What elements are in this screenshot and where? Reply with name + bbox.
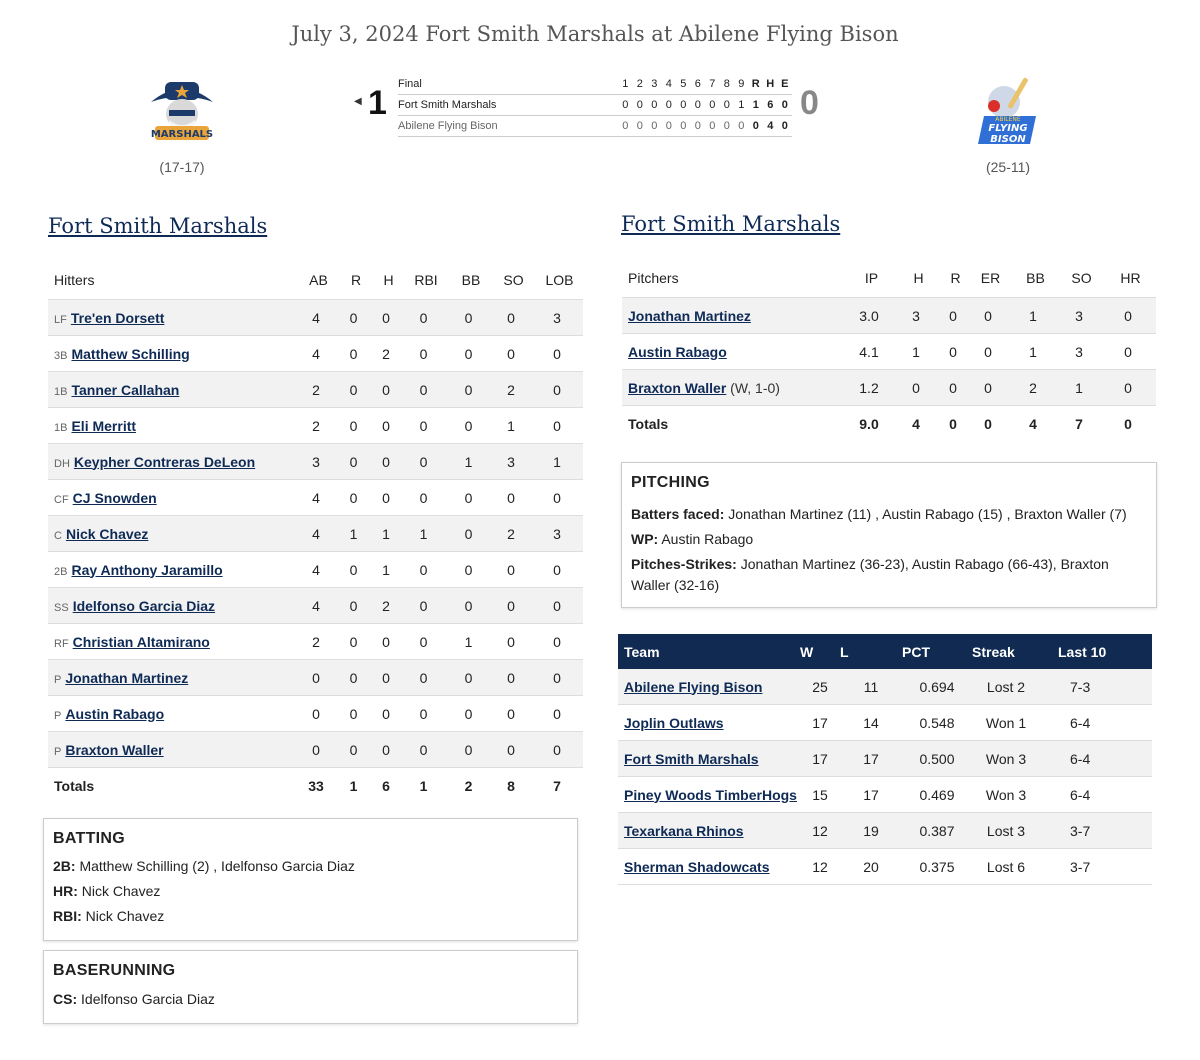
batting-notes-box <box>43 818 578 941</box>
stat-cell: 2 <box>296 372 336 408</box>
player-link[interactable]: Christian Altamirano <box>72 633 210 650</box>
total-cell: 4 <box>1008 406 1058 442</box>
stat-cell: 1 <box>371 552 401 588</box>
standings-table <box>618 634 1152 885</box>
team-cell <box>618 813 800 849</box>
position-label: 3B <box>54 349 68 362</box>
stat-cell: 0 <box>446 372 491 408</box>
hitter-cell <box>48 408 296 444</box>
team-cell <box>618 777 800 813</box>
home-team-logo-block <box>958 72 1058 175</box>
stat-cell: 1 <box>1058 370 1100 406</box>
stat-cell: 0 <box>336 696 371 732</box>
stat-cell: 3 <box>894 298 938 334</box>
pitcher-cell <box>622 298 844 334</box>
standings-cell: 20 <box>840 849 902 885</box>
flying-bison-logo <box>968 72 1048 150</box>
stat-cell: 0 <box>968 334 1008 370</box>
standings-cell: 6-4 <box>1040 777 1152 813</box>
stat-cell: 1.2 <box>844 370 894 406</box>
standings-cell: 6-4 <box>1040 705 1152 741</box>
winner-arrow-icon: ◀ <box>354 96 362 107</box>
total-cell: 2 <box>446 768 491 804</box>
team-cell <box>618 849 800 885</box>
decision-note: (W, 1-0) <box>730 379 780 396</box>
standings-row <box>618 777 1152 813</box>
standings-cell: 0.387 <box>902 813 972 849</box>
stat-cell: 0 <box>401 444 446 480</box>
stat-cell: 0 <box>336 660 371 696</box>
totals-label: Totals <box>622 406 844 442</box>
hitter-row <box>48 372 583 408</box>
stat-cell: 0 <box>531 336 583 372</box>
stat-cell: 0 <box>336 300 371 336</box>
marshals-logo-text: MARSHALS <box>150 129 214 140</box>
svg-text:BISON: BISON <box>990 134 1026 145</box>
stat-cell: 0 <box>401 732 446 768</box>
stat-cell: 0 <box>371 300 401 336</box>
pitcher-row <box>622 298 1156 334</box>
stat-cell: 0 <box>296 732 336 768</box>
hitters-header: Hitters AB R H RBI BB SO LOB <box>54 272 574 288</box>
total-cell: 0 <box>1100 406 1156 442</box>
total-cell: 7 <box>531 768 583 804</box>
stat-cell: 0 <box>491 660 531 696</box>
standings-cell: 17 <box>800 705 840 741</box>
player-link[interactable]: Eli Merritt <box>71 417 137 434</box>
stat-cell: 0 <box>531 408 583 444</box>
stat-cell: 0 <box>371 372 401 408</box>
position-label: SS <box>54 601 69 614</box>
stat-cell: 0 <box>938 370 968 406</box>
total-cell: 1 <box>401 768 446 804</box>
pitching-note-batters-faced: Batters faced: Jonathan Martinez (11) , Austin Rabago (15) , Braxton Waller (7) <box>631 506 1127 522</box>
standings-cell: 0.375 <box>902 849 972 885</box>
team-cell <box>618 705 800 741</box>
hitter-cell <box>48 732 296 768</box>
stat-cell: 0 <box>491 480 531 516</box>
standings-row <box>618 705 1152 741</box>
position-label: 1B <box>54 421 68 434</box>
stat-cell: 0 <box>371 696 401 732</box>
hitter-cell <box>48 624 296 660</box>
stat-cell: 0 <box>446 336 491 372</box>
stat-cell: 1 <box>1008 298 1058 334</box>
team-cell <box>618 741 800 777</box>
player-link[interactable]: Jonathan Martinez <box>65 669 189 686</box>
stat-cell: 0 <box>446 696 491 732</box>
stat-cell: 4 <box>296 552 336 588</box>
hitter-row <box>48 336 583 372</box>
standings-cell: 15 <box>800 777 840 813</box>
hitter-row <box>48 732 583 768</box>
standings-cell: 17 <box>800 741 840 777</box>
stat-cell: 0 <box>446 480 491 516</box>
svg-text:ABILENE: ABILENE <box>995 116 1021 123</box>
stat-cell: 0 <box>296 696 336 732</box>
standings-cell: 0.500 <box>902 741 972 777</box>
hitter-cell <box>48 444 296 480</box>
player-link[interactable]: Braxton Waller <box>628 379 727 396</box>
stat-cell: 2 <box>296 408 336 444</box>
stat-cell: 0 <box>491 588 531 624</box>
stat-cell: 0 <box>446 660 491 696</box>
stat-cell: 0 <box>401 660 446 696</box>
position-label: DH <box>54 457 70 470</box>
stat-cell: 0 <box>336 732 371 768</box>
stat-cell: 0 <box>336 588 371 624</box>
stat-cell: 4.1 <box>844 334 894 370</box>
standings-cell: Lost 3 <box>972 813 1040 849</box>
standings-row <box>618 849 1152 885</box>
total-cell: 0 <box>968 406 1008 442</box>
stat-cell: 3.0 <box>844 298 894 334</box>
stat-cell: 1 <box>1008 334 1058 370</box>
hitter-cell <box>48 516 296 552</box>
batting-notes-title: BATTING <box>53 830 126 847</box>
stat-cell: 0 <box>371 408 401 444</box>
standings-cell: 3-7 <box>1040 849 1152 885</box>
stat-cell: 0 <box>336 336 371 372</box>
player-link[interactable]: Austin Rabago <box>65 705 165 722</box>
position-label: C <box>54 529 62 542</box>
hitter-cell <box>48 588 296 624</box>
standings-cell: Won 3 <box>972 741 1040 777</box>
stat-cell: 0 <box>968 370 1008 406</box>
standings-cell: Lost 6 <box>972 849 1040 885</box>
hitter-row <box>48 696 583 732</box>
stat-cell: 0 <box>371 444 401 480</box>
away-record: (17-17) <box>159 159 205 175</box>
player-link[interactable]: Tanner Callahan <box>71 381 180 398</box>
hitter-cell <box>48 300 296 336</box>
hitters-totals-row <box>48 768 583 804</box>
standings-cell: 3-7 <box>1040 813 1152 849</box>
stat-cell: 0 <box>401 372 446 408</box>
player-link[interactable]: Matthew Schilling <box>71 345 190 362</box>
stat-cell: 4 <box>296 516 336 552</box>
stat-cell: 3 <box>1058 298 1100 334</box>
stat-cell: 0 <box>401 300 446 336</box>
standings-header: Team W L PCT Streak Last 10 <box>618 634 1152 669</box>
total-cell: 33 <box>296 768 336 804</box>
stat-cell: 1 <box>491 408 531 444</box>
pitchers-header: Pitchers IP H R ER BB SO HR <box>628 270 1141 286</box>
game-status: Final <box>398 78 422 90</box>
player-link[interactable]: Nick Chavez <box>65 525 149 542</box>
stat-cell: 0 <box>531 660 583 696</box>
standings-cell: 17 <box>840 777 902 813</box>
standings-row <box>618 813 1152 849</box>
total-cell: 4 <box>894 406 938 442</box>
player-link[interactable]: Jonathan Martinez <box>628 307 751 324</box>
hitter-row <box>48 660 583 696</box>
pitcher-cell <box>622 370 844 406</box>
hitter-row <box>48 624 583 660</box>
position-label: 1B <box>54 385 68 398</box>
stat-cell: 0 <box>446 588 491 624</box>
stat-cell: 0 <box>446 516 491 552</box>
team-link[interactable]: Fort Smith Marshals <box>624 750 759 767</box>
stat-cell: 1 <box>336 516 371 552</box>
hitting-team-title[interactable]: Fort Smith Marshals <box>48 214 268 238</box>
standings-cell: 11 <box>840 669 902 705</box>
home-score: 0 <box>800 84 819 122</box>
stat-cell: 0 <box>1100 334 1156 370</box>
stat-cell: 0 <box>491 696 531 732</box>
stat-cell: 0 <box>401 588 446 624</box>
stat-cell: 4 <box>296 300 336 336</box>
hitter-row <box>48 300 583 336</box>
baserunning-notes-title: BASERUNNING <box>53 962 176 979</box>
linescore-header: Final 1 2 3 4 5 6 7 8 9 R H E <box>398 74 792 95</box>
stat-cell: 1 <box>446 444 491 480</box>
stat-cell: 0 <box>401 624 446 660</box>
stat-cell: 0 <box>491 552 531 588</box>
standings-cell: 7-3 <box>1040 669 1152 705</box>
player-link[interactable]: Ray Anthony Jaramillo <box>71 561 223 578</box>
standings-cell: 0.548 <box>902 705 972 741</box>
hitter-row <box>48 516 583 552</box>
pitching-note-wp: WP: Austin Rabago <box>631 531 754 547</box>
stat-cell: 2 <box>371 336 401 372</box>
standings-cell: Won 1 <box>972 705 1040 741</box>
home-record: (25-11) <box>985 159 1031 175</box>
stat-cell: 0 <box>336 624 371 660</box>
standings-cell: Won 3 <box>972 777 1040 813</box>
stat-cell: 0 <box>531 552 583 588</box>
stat-cell: 0 <box>491 336 531 372</box>
stat-cell: 0 <box>446 300 491 336</box>
standings-row <box>618 669 1152 705</box>
marshals-logo <box>147 72 217 150</box>
pitcher-cell <box>622 334 844 370</box>
stat-cell: 0 <box>1100 370 1156 406</box>
baserunning-note-cs: CS: Idelfonso Garcia Diaz <box>53 991 215 1007</box>
position-label: 2B <box>54 565 68 578</box>
pitchers-table <box>622 259 1156 441</box>
position-label: P <box>54 745 62 758</box>
stat-cell: 1 <box>446 624 491 660</box>
stat-cell: 0 <box>531 696 583 732</box>
stat-cell: 1 <box>401 516 446 552</box>
player-link[interactable]: Tre'en Dorsett <box>70 309 165 326</box>
team-cell <box>618 669 800 705</box>
stat-cell: 0 <box>894 370 938 406</box>
stat-cell: 0 <box>401 696 446 732</box>
baserunning-notes-box <box>43 950 578 1024</box>
stat-cell: 2 <box>1008 370 1058 406</box>
stat-cell: 0 <box>531 372 583 408</box>
position-label: P <box>54 709 62 722</box>
standings-cell: 0.469 <box>902 777 972 813</box>
hitters-table <box>48 261 583 803</box>
stat-cell: 0 <box>401 336 446 372</box>
stat-cell: 0 <box>531 624 583 660</box>
player-link[interactable]: Austin Rabago <box>628 343 727 360</box>
stat-cell: 2 <box>371 588 401 624</box>
position-label: P <box>54 673 62 686</box>
hitter-cell <box>48 660 296 696</box>
hitter-cell <box>48 552 296 588</box>
player-link[interactable]: Braxton Waller <box>65 741 164 758</box>
stat-cell: 0 <box>371 624 401 660</box>
batting-note-hr: HR: Nick Chavez <box>53 883 161 899</box>
hitter-cell <box>48 336 296 372</box>
pitching-notes-title: PITCHING <box>631 474 710 491</box>
stat-cell: 0 <box>401 408 446 444</box>
stat-cell: 4 <box>296 588 336 624</box>
hitter-row <box>48 588 583 624</box>
stat-cell: 0 <box>336 444 371 480</box>
pitchers-totals-row <box>622 406 1156 442</box>
total-cell: 6 <box>371 768 401 804</box>
pitching-note-pitches-strikes: Pitches-Strikes: Jonathan Martinez (36-23), Austin Rabago (66-43), Braxton Waller (32-16) <box>631 556 1109 593</box>
standings-cell: 14 <box>840 705 902 741</box>
player-link[interactable]: CJ Snowden <box>72 489 157 506</box>
stat-cell: 0 <box>336 372 371 408</box>
standings-cell: 12 <box>800 849 840 885</box>
position-label: LF <box>54 313 67 326</box>
stat-cell: 0 <box>371 660 401 696</box>
stat-cell: 0 <box>336 552 371 588</box>
stat-cell: 3 <box>531 300 583 336</box>
pitcher-row <box>622 334 1156 370</box>
stat-cell: 0 <box>336 408 371 444</box>
player-link[interactable]: Keypher Contreras DeLeon <box>73 453 256 470</box>
linescore-home-row: Abilene Flying Bison 0 0 0 0 0 0 0 0 0 0 4 0 <box>398 116 792 137</box>
batting-note-2b: 2B: Matthew Schilling (2) , Idelfonso Garcia Diaz <box>53 858 355 874</box>
team-link[interactable]: Joplin Outlaws <box>624 714 724 731</box>
total-cell: 8 <box>491 768 531 804</box>
stat-cell: 1 <box>531 444 583 480</box>
hitter-cell <box>48 696 296 732</box>
stat-cell: 0 <box>938 298 968 334</box>
stat-cell: 0 <box>446 732 491 768</box>
hitter-row <box>48 552 583 588</box>
stat-cell: 0 <box>531 588 583 624</box>
page-title: July 3, 2024 Fort Smith Marshals at Abilene Flying Bison <box>291 22 899 46</box>
stat-cell: 3 <box>296 444 336 480</box>
stat-cell: 0 <box>446 408 491 444</box>
standings-row <box>618 741 1152 777</box>
stat-cell: 4 <box>296 480 336 516</box>
team-link[interactable]: Piney Woods TimberHogs <box>624 786 797 803</box>
team-link[interactable]: Texarkana Rhinos <box>624 822 744 839</box>
hitter-row <box>48 480 583 516</box>
total-cell: 9.0 <box>844 406 894 442</box>
stat-cell: 3 <box>491 444 531 480</box>
standings-cell: 12 <box>800 813 840 849</box>
hitter-cell <box>48 480 296 516</box>
svg-text:FLYING: FLYING <box>988 123 1028 134</box>
stat-cell: 0 <box>491 624 531 660</box>
total-cell: 0 <box>938 406 968 442</box>
stat-cell: 0 <box>531 480 583 516</box>
standings-cell: 0.694 <box>902 669 972 705</box>
batting-note-rbi: RBI: Nick Chavez <box>53 908 165 924</box>
stat-cell: 3 <box>531 516 583 552</box>
stat-cell: 0 <box>446 552 491 588</box>
stat-cell: 4 <box>296 336 336 372</box>
standings-cell: 25 <box>800 669 840 705</box>
standings-cell: 19 <box>840 813 902 849</box>
stat-cell: 0 <box>296 660 336 696</box>
pitching-notes-box <box>621 462 1157 608</box>
player-link[interactable]: Idelfonso Garcia Diaz <box>72 597 216 614</box>
team-link[interactable]: Abilene Flying Bison <box>624 678 763 695</box>
stat-cell: 0 <box>491 732 531 768</box>
total-cell: 1 <box>336 768 371 804</box>
stat-cell: 0 <box>1100 298 1156 334</box>
stat-cell: 0 <box>371 732 401 768</box>
hitter-row <box>48 408 583 444</box>
away-team-logo-block <box>130 72 234 175</box>
hitter-cell <box>48 372 296 408</box>
stat-cell: 1 <box>371 516 401 552</box>
stat-cell: 2 <box>296 624 336 660</box>
stat-cell: 0 <box>968 298 1008 334</box>
total-cell: 7 <box>1058 406 1100 442</box>
pitching-team-title[interactable]: Fort Smith Marshals <box>621 212 841 236</box>
pitcher-row <box>622 370 1156 406</box>
stat-cell: 0 <box>336 480 371 516</box>
hitter-row <box>48 444 583 480</box>
stat-cell: 2 <box>491 372 531 408</box>
stat-cell: 2 <box>491 516 531 552</box>
totals-label: Totals <box>48 768 296 804</box>
line-score <box>398 74 792 137</box>
standings-cell: Lost 2 <box>972 669 1040 705</box>
position-label: RF <box>54 637 69 650</box>
stat-cell: 0 <box>371 480 401 516</box>
stat-cell: 0 <box>531 732 583 768</box>
linescore-away-row: Fort Smith Marshals 0 0 0 0 0 0 0 0 1 1 6 0 <box>398 95 792 116</box>
stat-cell: 0 <box>401 552 446 588</box>
away-score: 1 <box>368 84 387 122</box>
position-label: CF <box>54 493 69 506</box>
stat-cell: 1 <box>894 334 938 370</box>
stat-cell: 0 <box>938 334 968 370</box>
standings-cell: 17 <box>840 741 902 777</box>
stat-cell: 0 <box>401 480 446 516</box>
standings-cell: 6-4 <box>1040 741 1152 777</box>
team-link[interactable]: Sherman Shadowcats <box>624 858 770 875</box>
stat-cell: 0 <box>491 300 531 336</box>
stat-cell: 3 <box>1058 334 1100 370</box>
